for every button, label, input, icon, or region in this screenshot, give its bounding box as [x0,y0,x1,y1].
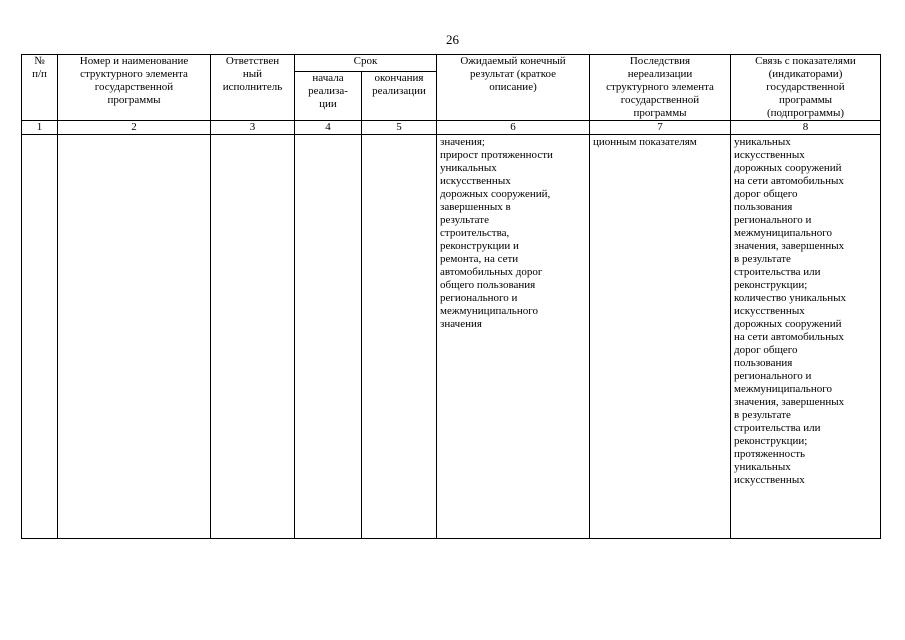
column-number: 3 [211,121,295,135]
cell-consequences: ционным показателям [590,135,731,539]
table-row [22,135,881,539]
header-element-name: Номер и наименование структурного элемента государственной программы [58,55,211,121]
header-term: Срок [295,55,437,72]
program-table [21,54,881,539]
cell-term-end [362,135,437,539]
column-number: 2 [58,121,211,135]
column-number: 1 [22,121,58,135]
cell-responsible [211,135,295,539]
header-responsible: Ответствен ный исполнитель [211,55,295,121]
cell-expected-result: значения; прирост протяженности уникальных искусственных дорожных сооружений, завершенных в результате строительства, реконструкции и ремонта, на сети автомобильных дорог общего пользования регионального и межмуниципального значения [437,135,590,539]
column-number: 7 [590,121,731,135]
cell-index [22,135,58,539]
column-number: 6 [437,121,590,135]
column-number: 4 [295,121,362,135]
cell-element-name [58,135,211,539]
header-indicators-link: Связь с показателями (индикаторами) государственной программы (подпрограммы) [731,55,881,121]
header-index: № п/п [22,55,58,121]
header-term-start: начала реализа- ции [295,72,362,121]
header-consequences: Последствия нереализации структурного элемента государственной программы [590,55,731,121]
page-number: 26 [446,32,459,47]
header-expected-result: Ожидаемый конечный результат (краткое описание) [437,55,590,121]
header-row-1 [22,55,881,72]
column-number: 8 [731,121,881,135]
column-numbers-row [22,121,881,135]
cell-term-start [295,135,362,539]
cell-indicators-link: уникальных искусственных дорожных сооружений на сети автомобильных дорог общего пользования регионального и межмуниципального значения, завершенных в результате строительства или реконструкции; количество уникальных искусственных дорожных сооружений на сети автомобильных дорог общего пользования регионального и межмуниципального значения, завершенных в результате строительства или реконструкции; протяженность уникальных искусственных [731,135,881,539]
column-number: 5 [362,121,437,135]
header-term-end: окончания реализации [362,72,437,121]
